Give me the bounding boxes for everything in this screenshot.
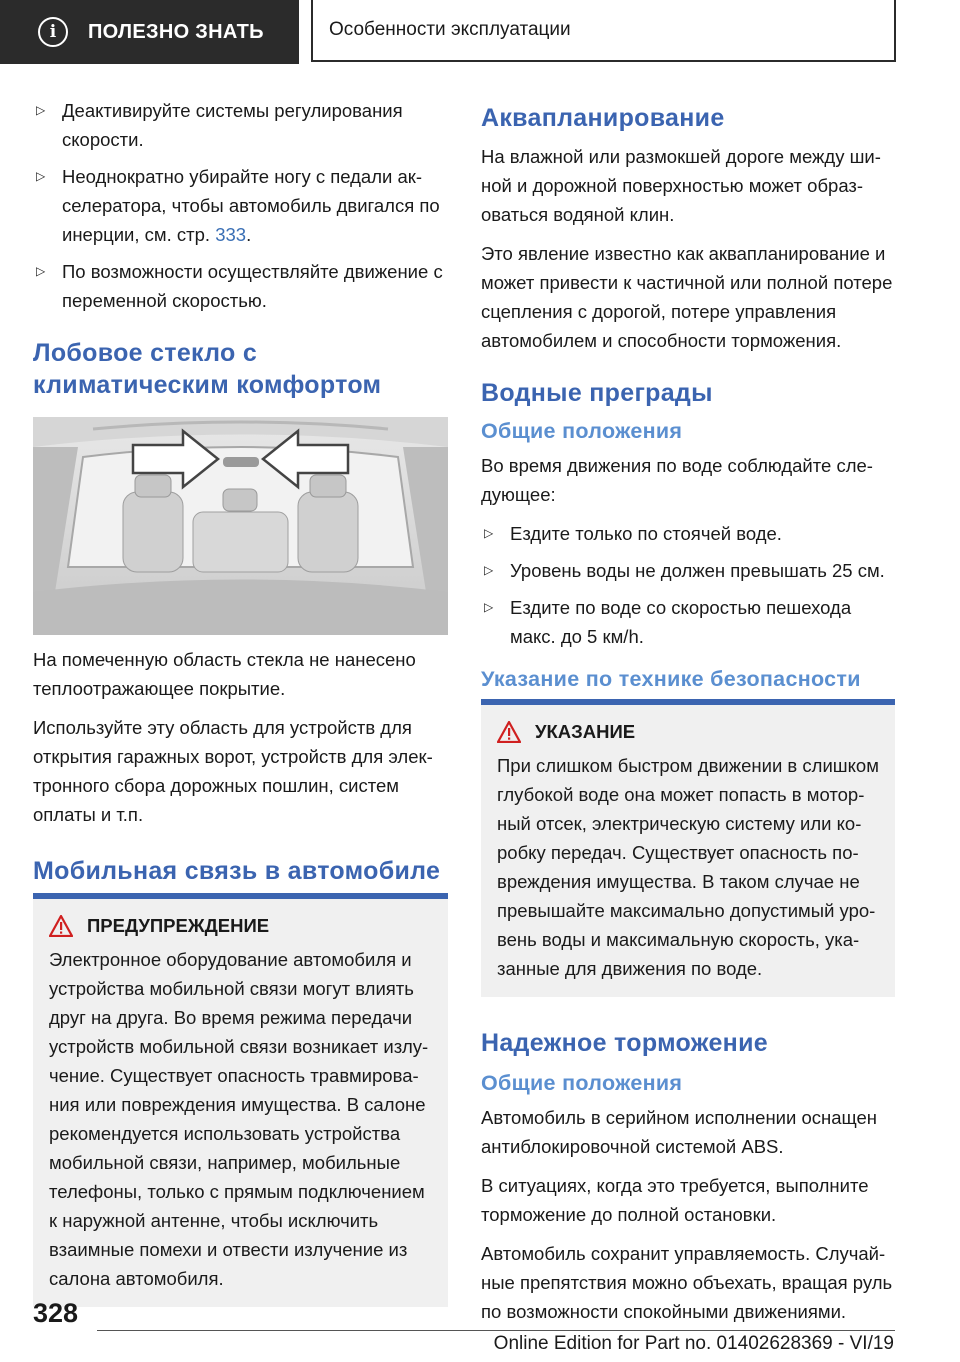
footer-divider: [97, 1330, 895, 1331]
triangle-bullet-icon: ▷: [36, 103, 46, 117]
triangle-bullet-icon: ▷: [484, 600, 494, 614]
warning-header: [49, 915, 432, 937]
braking-paragraph-1: Автомобиль в серийном исполнении оснащен антиблокировочной системой ABS.: [481, 1107, 878, 1157]
notice-title: УКАЗАНИЕ: [535, 721, 636, 742]
list-item-text: Ездите только по стоячей воде.: [510, 523, 782, 544]
notice-box: [481, 705, 895, 997]
page-number: 328: [33, 1298, 79, 1328]
warning-triangle-icon: [497, 721, 521, 743]
list-item: [481, 593, 895, 651]
braking-heading: Надежное торможение: [481, 1029, 768, 1057]
info-icon: i: [38, 17, 68, 47]
braking-subheading: Общие положения: [481, 1071, 683, 1095]
warning-triangle-icon: [49, 915, 73, 937]
warning-box: [33, 899, 448, 1307]
windshield-paragraph-2: Используйте эту область для устройств для открытия гаражных ворот, устройств для электронного сбора дорожных пошлин, систем оплаты и т.п.: [33, 717, 433, 825]
header-tab: [0, 0, 299, 64]
speed-tips-list: [33, 96, 448, 315]
water-intro: Во время движения по воде соблюдайте следующее:: [481, 455, 873, 505]
triangle-bullet-icon: ▷: [36, 169, 46, 183]
list-item: [33, 96, 448, 154]
windshield-interior-image: [33, 417, 448, 635]
section-title: Особенности эксплуатации: [311, 0, 896, 62]
notice-text: При слишком быстром движении в слишком глубокой воде она может попасть в моторный отсек, электрическую систему или коробку передач. Существует опасность повреждения имущества. В таком случае не превышайте максимально допустимый уровень воды и максимальную скорость, указанные для движения по воде.: [497, 755, 879, 979]
water-heading: Водные преграды: [481, 379, 713, 407]
windshield-heading: Лобовое стекло с климатическим комфортом: [33, 339, 382, 399]
right-column: [481, 96, 895, 1336]
water-subheading: Общие положения: [481, 419, 683, 443]
aquaplaning-paragraph-1: На влажной или размокшей дороге между шиной и дорожной поверхностью может образоваться водяной клин.: [481, 146, 881, 225]
notice-header: [497, 721, 879, 743]
list-item-text: Уровень воды не должен превышать 25 см.: [510, 560, 885, 581]
water-tips-list: [481, 519, 895, 651]
warning-title: ПРЕДУПРЕЖДЕНИЕ: [87, 915, 270, 936]
header-tab-label: ПОЛЕЗНО ЗНАТЬ: [88, 20, 264, 43]
list-item-text: По возможности осуществляйте движение с переменной скоростью.: [62, 261, 443, 311]
safety-heading: Указание по технике безопасности: [481, 667, 861, 691]
list-item: [481, 556, 895, 585]
triangle-bullet-icon: ▷: [484, 563, 494, 577]
triangle-bullet-icon: ▷: [36, 264, 46, 278]
triangle-bullet-icon: ▷: [484, 526, 494, 540]
left-column: [33, 96, 448, 1317]
list-item-text: Деактивируйте системы регулирования скорости.: [62, 100, 403, 150]
aquaplaning-heading: Аквапланирование: [481, 104, 725, 132]
mobile-heading: Мобильная связь в автомобиле: [33, 857, 441, 885]
list-item: [33, 257, 448, 315]
windshield-paragraph-1: На помеченную область стекла не нанесено теплоотражающее покрытие.: [33, 649, 416, 699]
list-item-text: Неоднократно убирайте ногу с педали акселератора, чтобы автомобиль двигался по инерции, см. стр.: [62, 166, 440, 245]
list-item: [481, 519, 895, 548]
aquaplaning-paragraph-2: Это явление известно как аквапланирование и может привести к частичной или полной потере сцепления с дорогой, потере управления автомобилем и способности торможения.: [481, 243, 893, 351]
list-item-text: Ездите по воде со скоростью пешехода макс. до 5 км/h.: [510, 597, 852, 647]
warning-text: Электронное оборудование автомобиля и устройства мобильной связи могут влиять друг на друга. Во время режима передачи устройств мобильной связи возникает излучение. Существует опасность травмирования или повреждения имущества. В салоне рекомендуется использовать устройства мобильной связи, например, мобильные телефоны, только с прямым подключением к наружной антенне, чтобы исключить взаимные помехи и отвести излучение из салона автомобиля.: [49, 949, 429, 1289]
list-item: ▷ Неоднократно убирайте ногу с педали акселератора, чтобы автомобиль двигался по инерции, см. стр. 333.: [33, 162, 448, 249]
braking-paragraph-3: Автомобиль сохранит управляемость. Случайные препятствия можно объехать, вращая руль по возможности спокойными движениями.: [481, 1243, 893, 1322]
braking-paragraph-2: В ситуациях, когда это требуется, выполните торможение до полной остановки.: [481, 1175, 869, 1225]
page-link[interactable]: 333: [215, 224, 247, 245]
edition-label: Online Edition for Part no. 01402628369 - VI/19: [493, 1333, 894, 1354]
